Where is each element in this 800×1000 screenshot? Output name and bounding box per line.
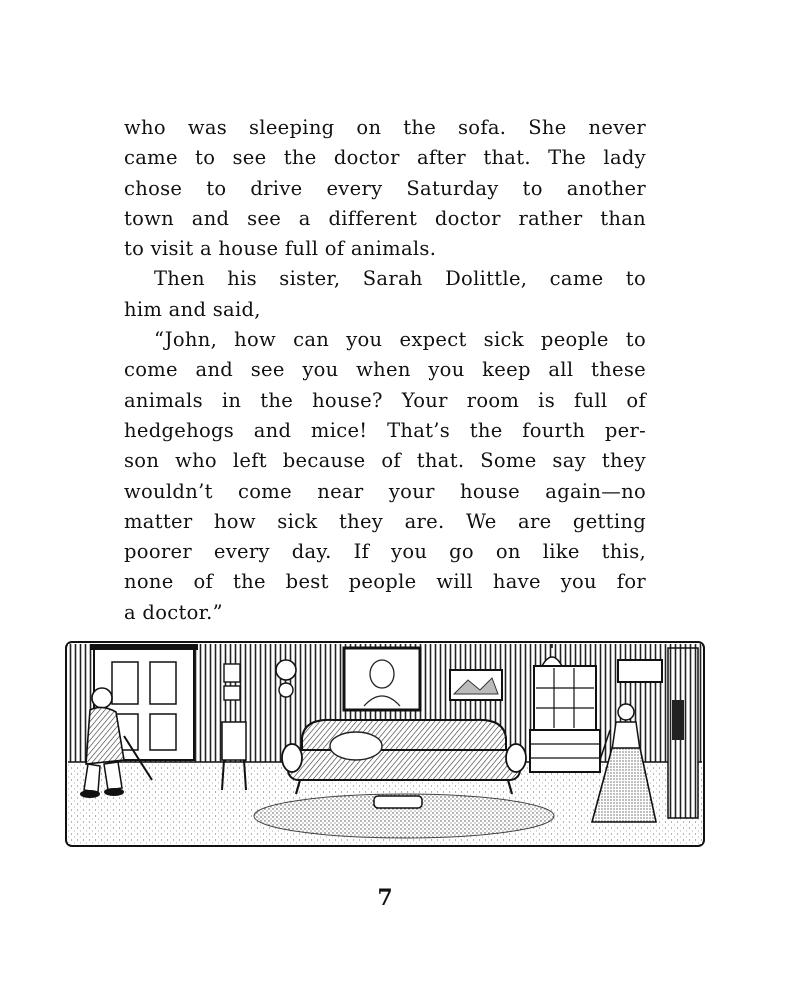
- text-line: poorer every day. If you go on like this,: [124, 540, 646, 564]
- text-line: matter how sick they are. We are getting: [124, 509, 646, 533]
- small-picture: [618, 660, 662, 682]
- page-number: 7: [377, 885, 393, 911]
- text-line: Then his sister, Sarah Dolittle, came to: [154, 267, 646, 291]
- text-line: a doctor.”: [124, 600, 223, 624]
- paragraph: [124, 113, 646, 264]
- text-line: who was sleeping on the sofa. She never: [124, 116, 646, 139]
- text-line: animals in the house? Your room is full of: [124, 388, 646, 412]
- secretary-cabinet: [530, 666, 600, 772]
- parlor-illustration: [64, 640, 706, 854]
- text-line: hedgehogs and mice! That’s the fourth per-: [124, 418, 646, 442]
- portrait-painting: [344, 648, 420, 710]
- text-line: chose to drive every Saturday to another: [124, 176, 646, 200]
- text-line: to visit a house full of animals.: [124, 237, 437, 261]
- text-line: wouldn’t come near your house again—no: [124, 479, 646, 503]
- text-line: none of the best people will have you for: [124, 570, 646, 594]
- paragraph: [124, 325, 646, 628]
- footstool: [374, 796, 422, 808]
- text-line: him and said,: [124, 297, 261, 321]
- text-line: son who left because of that. Some say they: [124, 449, 646, 473]
- right-doorway: [668, 648, 698, 818]
- text-line: town and see a different doctor rather than: [124, 206, 646, 230]
- text-line: “John, how can you expect sick people to: [154, 328, 646, 352]
- paragraph: [124, 264, 646, 325]
- text-line: came to see the doctor after that. The lady: [124, 146, 646, 170]
- landscape-painting: [450, 670, 502, 700]
- text-line: come and see you when you keep all these: [124, 358, 646, 382]
- body-text: [124, 113, 646, 628]
